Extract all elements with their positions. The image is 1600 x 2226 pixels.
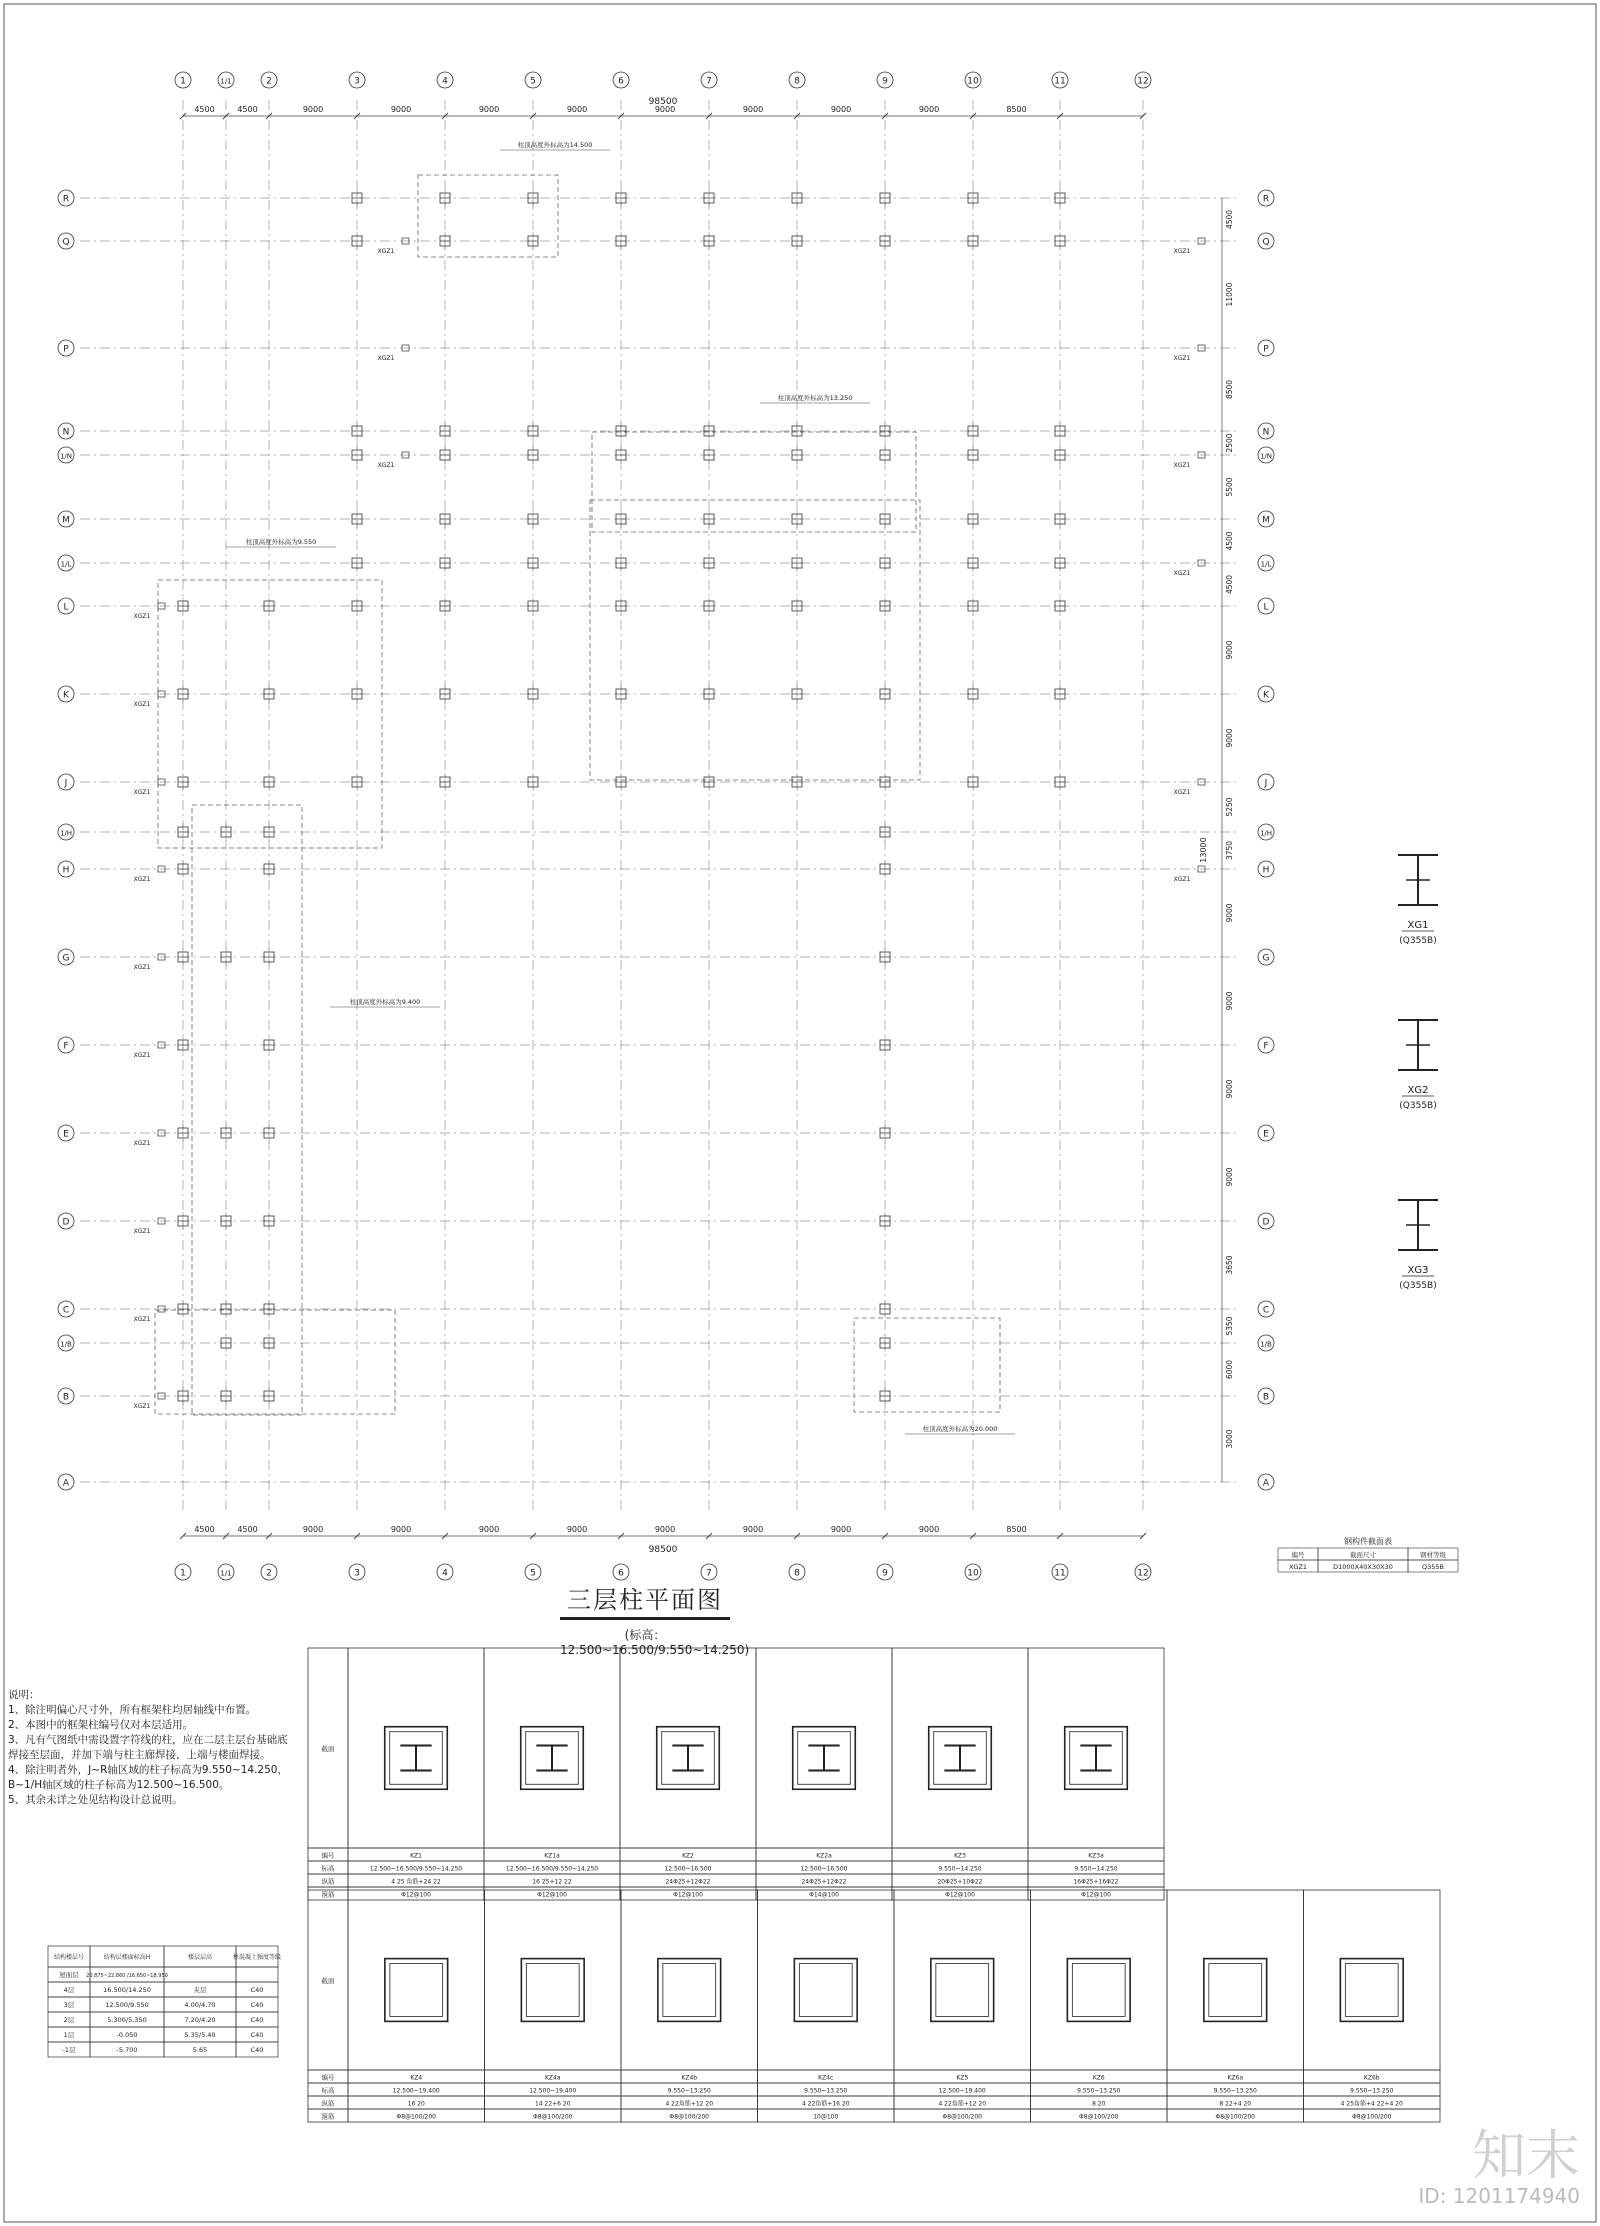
dimension-text: 9000 — [742, 1525, 764, 1534]
plan-title-block — [560, 1580, 750, 1657]
floor-table-value: 5.65 — [192, 2046, 208, 2054]
axis-label: N — [1262, 427, 1270, 438]
schedule-top-value: 24Φ25+12Φ22 — [665, 1878, 711, 1886]
schedule-top-row-label: 截面 — [321, 1745, 335, 1753]
floor-table-value: -0.050 — [116, 2031, 138, 2039]
xgz1-label: XGZ1 — [133, 1316, 151, 1323]
callout-text: 柱顶高度外标高为9.400 — [349, 998, 421, 1006]
axis-label: 6 — [618, 76, 624, 87]
floor-table-value: C40 — [250, 2031, 264, 2039]
schedule-bottom-cell — [1167, 1890, 1304, 2070]
floor-table-value: 7.20/4.20 — [184, 2016, 216, 2024]
floor-table-value: 夹层 — [193, 1986, 207, 1994]
dimension-text: 9000 — [1225, 640, 1234, 660]
schedule-bottom-value: KZ4c — [818, 2074, 834, 2082]
dimension-text: 9000 — [830, 105, 852, 114]
dimension-text: 5350 — [1225, 1316, 1234, 1336]
floor-table-value: C40 — [250, 2001, 264, 2009]
axis-label: 4 — [442, 76, 448, 87]
floor-table-cell — [236, 1967, 278, 1982]
xgz1-label: XGZ1 — [133, 789, 151, 796]
schedule-bottom-value: 4 22角筋+16 20 — [801, 2100, 850, 2108]
axis-label: H — [62, 865, 70, 876]
xgz1-label: XGZ1 — [377, 355, 395, 362]
dimension-text: 8500 — [1225, 379, 1234, 400]
dimension-text: 9000 — [654, 105, 676, 114]
dimension-text: 4500 — [194, 1525, 215, 1534]
section-stirrup — [799, 1964, 852, 2017]
floor-table-cell — [164, 1967, 236, 1982]
dashed-region — [592, 432, 916, 532]
schedule-bottom-value: 9.550~13.250 — [1213, 2087, 1257, 2095]
dimension-text: 9000 — [1225, 728, 1234, 748]
schedule-top-value: 24Φ25+12Φ22 — [801, 1878, 847, 1886]
detail-material: (Q355B) — [1399, 1281, 1437, 1291]
dimension-text: 4500 — [1225, 531, 1234, 551]
xgz1-label: XGZ1 — [133, 964, 151, 971]
schedule-top-value: 9.550~14.250 — [938, 1865, 982, 1873]
watermark-logo: 知末 — [1472, 2124, 1580, 2187]
detail-name: XG3 — [1407, 1265, 1429, 1276]
dimension-text: 4500 — [237, 1525, 258, 1534]
notes-line: 3、凡有气图纸中需设置字符线的柱，应在二层主层台基础底 — [8, 1734, 288, 1746]
axis-label: N — [62, 427, 70, 438]
dimension-text: 9000 — [918, 1525, 940, 1534]
axis-label: 1/B — [60, 1340, 72, 1349]
axis-label: C — [1262, 1305, 1270, 1316]
axis-label: 10 — [967, 76, 979, 87]
xgz1-label: XGZ1 — [133, 1140, 151, 1147]
axis-label: Q — [1262, 237, 1270, 248]
dimension-text: 8500 — [1006, 105, 1027, 114]
schedule-top-value: KZ1a — [544, 1852, 560, 1860]
axis-label: A — [1262, 1478, 1270, 1489]
axis-label: 2 — [266, 76, 272, 87]
schedule-top-value: KZ2a — [816, 1852, 832, 1860]
axis-label: M — [62, 515, 70, 526]
section-stirrup — [1072, 1964, 1125, 2017]
schedule-top-value: Φ14@100 — [809, 1891, 839, 1899]
xgz1-label: XGZ1 — [377, 462, 395, 469]
detail-name: XG1 — [1407, 920, 1429, 931]
schedule-top-row-label: 标高 — [321, 1864, 335, 1873]
section-outline — [658, 1959, 721, 2022]
dimension-text: 9000 — [1225, 1079, 1234, 1099]
dashed-region — [854, 1318, 1000, 1412]
schedule-bottom-value: Φ8@100/200 — [669, 2113, 709, 2121]
schedule-top-value: KZ3 — [954, 1852, 966, 1860]
axis-label: D — [1262, 1217, 1270, 1228]
axis-label: J — [64, 778, 68, 789]
axis-label: 10 — [967, 1568, 979, 1579]
schedule-bottom-value: KZ5 — [956, 2074, 969, 2082]
axis-label: 5 — [530, 76, 536, 87]
dimension-text: 4500 — [237, 105, 258, 114]
floor-table-header: 结构层楼面标高H — [103, 1954, 151, 1961]
dimension-text: 5500 — [1225, 477, 1234, 497]
watermark — [1418, 2124, 1580, 2208]
general-notes — [8, 1688, 308, 1808]
dimension-text: 3000 — [1225, 1429, 1234, 1449]
schedule-bottom-value: Φ8@100/200 — [533, 2113, 573, 2121]
axis-label: F — [63, 1041, 69, 1052]
dashed-region — [158, 580, 382, 848]
section-outline — [1340, 1959, 1403, 2022]
axis-label: 12 — [1137, 76, 1149, 87]
dashed-region — [418, 175, 558, 257]
dimension-text: 2500 — [1225, 433, 1234, 453]
dimension-text: 3750 — [1225, 840, 1234, 861]
axis-label: B — [62, 1392, 70, 1403]
overall-dimension: 13000 — [1199, 837, 1208, 863]
floor-table-value: 20.875~22.860 /16.650~18.950 — [86, 1973, 168, 1979]
dimension-text: 9000 — [1225, 1167, 1234, 1187]
dimension-text: 9000 — [918, 105, 940, 114]
axis-label: 11 — [1054, 1568, 1066, 1579]
dimension-text: 9000 — [302, 1525, 324, 1534]
schedule-bottom-row-label: 标高 — [321, 2086, 335, 2095]
schedule-bottom-value: 8 22+4 20 — [1219, 2100, 1252, 2108]
callout-text: 柱顶高度外标高为20.000 — [922, 1425, 998, 1433]
floor-table-value: -1层 — [62, 2046, 76, 2054]
dashed-region — [590, 500, 920, 780]
schedule-bottom-value: 8 20 — [1092, 2100, 1106, 2108]
notes-line: 4、除注明者外，J~R轴区域的柱子标高为9.550~14.250， — [8, 1764, 288, 1776]
notes-line: B~1/H轴区域的柱子标高为12.500~16.500。 — [8, 1779, 230, 1791]
plan-subtitle: (标高：12.500~16.500/9.550~14.250) — [560, 1628, 750, 1657]
dimension-text: 9000 — [1225, 991, 1234, 1011]
axis-label: 12 — [1137, 1568, 1149, 1579]
section-outline — [1067, 1959, 1130, 2022]
xgz1-label: XGZ1 — [133, 1403, 151, 1410]
floor-table-value: 12.500/9.550 — [105, 2001, 149, 2009]
detail-material: (Q355B) — [1399, 936, 1437, 946]
schedule-bottom-value: 9.550~13.250 — [804, 2087, 848, 2095]
steel-table-value: D1000X40X30X30 — [1333, 1563, 1393, 1571]
axis-label: 9 — [882, 76, 888, 87]
axis-label: R — [1262, 194, 1270, 205]
floor-table-value: C40 — [250, 1986, 264, 1994]
xgz1-label: XGZ1 — [1173, 876, 1191, 883]
dimension-text: 5250 — [1225, 797, 1234, 817]
axis-label: K — [63, 690, 69, 701]
axis-label: 1/L — [1260, 560, 1272, 569]
axis-label: P — [63, 344, 69, 355]
axis-label: 3 — [354, 76, 360, 87]
axis-label: H — [1262, 865, 1270, 876]
schedule-bottom-value: 4 22角筋+12 20 — [665, 2100, 714, 2108]
dimension-text: 11000 — [1225, 282, 1234, 307]
schedule-bottom-cell — [1031, 1890, 1168, 2070]
floor-table-value: 4.00/4.70 — [184, 2001, 216, 2009]
axis-label: 1/N — [1259, 452, 1273, 461]
schedule-bottom-cell — [621, 1890, 758, 2070]
schedule-top-value: Φ12@100 — [401, 1891, 431, 1899]
floor-table-value: C40 — [250, 2016, 264, 2024]
xgz1-label: XGZ1 — [133, 1228, 151, 1235]
axis-label: R — [62, 194, 70, 205]
floor-table-value: -5.700 — [116, 2046, 138, 2054]
dimension-text: 9000 — [478, 1525, 500, 1534]
dimension-text: 9000 — [566, 105, 588, 114]
notes-line: 1、除注明偏心尺寸外，所有框架柱均居轴线中布置。 — [8, 1704, 257, 1716]
callout-text: 柱顶高度外标高为14.500 — [517, 141, 593, 149]
axis-label: 1/1 — [220, 77, 232, 86]
schedule-top-value: Φ12@100 — [1081, 1891, 1111, 1899]
schedule-bottom-row-label: 箍筋 — [321, 2112, 335, 2121]
xgz1-label: XGZ1 — [1173, 248, 1191, 255]
schedule-bottom-value: Φ8@100/200 — [1215, 2113, 1255, 2121]
floor-table-value: C40 — [250, 2046, 264, 2054]
schedule-bottom-row-label: 编号 — [321, 2073, 335, 2082]
axis-label: 5 — [530, 1568, 536, 1579]
schedule-top-value: KZ3a — [1088, 1852, 1104, 1860]
callout-text: 柱顶高度外标高为13.250 — [777, 394, 853, 402]
axis-label: C — [62, 1305, 70, 1316]
schedule-bottom-value: 12.500~19.400 — [392, 2087, 440, 2095]
schedule-top-value: 12.500~16.500 — [800, 1865, 848, 1873]
xgz1-label: XGZ1 — [1173, 462, 1191, 469]
notes-line: 焊接至层面，并加下端与柱主廊焊接，上端与楼面焊接。 — [8, 1749, 271, 1761]
axis-label: 7 — [706, 1568, 712, 1579]
section-stirrup — [663, 1964, 716, 2017]
schedule-bottom-value: 9.550~13.250 — [667, 2087, 711, 2095]
axis-label: 1/L — [60, 560, 72, 569]
section-stirrup — [936, 1964, 989, 2017]
floor-table-header: 楼层层高 — [187, 1954, 213, 1961]
dimension-text: 8500 — [1006, 1525, 1027, 1534]
floor-table-value: 屋面层 — [59, 1971, 79, 1979]
xgz1-label: XGZ1 — [1173, 355, 1191, 362]
dimension-text: 9000 — [302, 105, 324, 114]
schedule-top-value: Φ12@100 — [945, 1891, 975, 1899]
notes-line: 2、本图中的框架柱编号仅对本层适用。 — [8, 1719, 194, 1731]
xgz1-label: XGZ1 — [133, 701, 151, 708]
floor-table-value: 3层 — [63, 2001, 75, 2009]
axis-label: F — [1263, 1041, 1269, 1052]
schedule-top-value: 16Φ25+16Φ22 — [1073, 1878, 1119, 1886]
schedule-bottom-value: 14 22+6 20 — [534, 2100, 571, 2108]
steel-table-header: 编号 — [1291, 1551, 1305, 1559]
overall-dimension: 98500 — [648, 97, 678, 107]
xgz1-label: XGZ1 — [133, 1052, 151, 1059]
floor-table-value: 4层 — [63, 1986, 75, 1994]
dimension-text: 6000 — [1225, 1359, 1234, 1380]
dimension-text: 9000 — [390, 105, 412, 114]
schedule-top-value: 16 25+12 22 — [532, 1878, 572, 1886]
dimension-text: 9000 — [654, 1525, 676, 1534]
schedule-top-value: Φ12@100 — [537, 1891, 567, 1899]
axis-label: J — [1264, 778, 1268, 789]
section-outline — [931, 1959, 994, 2022]
floor-table-value: 16.500/14.250 — [103, 1986, 151, 1994]
floor-table-header: 柱混凝土强度等级 — [232, 1954, 282, 1961]
dashed-region — [192, 805, 302, 1415]
schedule-top-value: 12.500~16.500/9.550~14.250 — [505, 1865, 599, 1873]
section-outline — [1204, 1959, 1267, 2022]
schedule-bottom-cell — [485, 1890, 622, 2070]
schedule-bottom-value: Φ8@100/200 — [942, 2113, 982, 2121]
dimension-text: 9000 — [390, 1525, 412, 1534]
schedule-top-value: 12.500~16.500 — [664, 1865, 712, 1873]
axis-label: 7 — [706, 76, 712, 87]
axis-label: 8 — [794, 1568, 800, 1579]
axis-label: 1 — [180, 76, 186, 87]
schedule-bottom-value: 12.500~19.400 — [938, 2087, 986, 2095]
axis-label: 9 — [882, 1568, 888, 1579]
axis-label: 1/H — [1259, 829, 1273, 838]
schedule-bottom-value: KZ6a — [1227, 2074, 1244, 2082]
notes-line: 5、其余未详之处见结构设计总说明。 — [8, 1794, 183, 1806]
schedule-bottom-value: KZ6b — [1363, 2074, 1380, 2082]
axis-label: 1 — [180, 1568, 186, 1579]
axis-label: L — [63, 602, 69, 613]
steel-table-header: 钢材等级 — [1420, 1551, 1446, 1559]
schedule-bottom-value: 4 25角筋+4 22+4 20 — [1340, 2100, 1403, 2108]
schedule-top-row-label: 编号 — [321, 1851, 335, 1860]
axis-label: 3 — [354, 1568, 360, 1579]
schedule-bottom-value: 9.550~13.250 — [1350, 2087, 1394, 2095]
axis-label: M — [1262, 515, 1270, 526]
schedule-bottom-value: KZ4 — [410, 2074, 423, 2082]
schedule-bottom-value: 12.500~19.400 — [529, 2087, 577, 2095]
floor-table-value: 1层 — [63, 2031, 75, 2039]
steel-table-value: XGZ1 — [1288, 1563, 1308, 1571]
xgz1-label: XGZ1 — [1173, 789, 1191, 796]
sheet-border — [4, 4, 1596, 2222]
dimension-text: 4500 — [194, 105, 215, 114]
steel-table-title: 钢构件截面表 — [1344, 1537, 1392, 1546]
xgz1-label: XGZ1 — [133, 876, 151, 883]
schedule-bottom-value: 4 22角筋+12 20 — [938, 2100, 987, 2108]
schedule-bottom-row-label: 截面 — [321, 1977, 335, 1985]
xgz1-label: XGZ1 — [133, 613, 151, 620]
overall-dimension: 98500 — [648, 1545, 678, 1555]
floor-table-value: 5.300/5.350 — [107, 2016, 147, 2024]
axis-label: D — [62, 1217, 70, 1228]
axis-label: 11 — [1054, 76, 1066, 87]
schedule-top-value: 12.500~16.500/9.550~14.250 — [369, 1865, 463, 1873]
detail-material: (Q355B) — [1399, 1101, 1437, 1111]
schedule-top-value: 4 25 角筋+24 22 — [391, 1878, 441, 1886]
axis-label: G — [1262, 953, 1270, 964]
schedule-bottom-row-label: 纵筋 — [321, 2099, 335, 2108]
axis-label: 2 — [266, 1568, 272, 1579]
axis-label: B — [1262, 1392, 1270, 1403]
axis-label: 1/N — [59, 452, 73, 461]
floor-table-header: 结构楼层号 — [53, 1954, 85, 1961]
xgz1-label: XGZ1 — [1173, 570, 1191, 577]
schedule-top-value: KZ2 — [682, 1852, 694, 1860]
schedule-bottom-cell — [348, 1890, 485, 2070]
schedule-bottom-cell — [758, 1890, 895, 2070]
section-outline — [521, 1959, 584, 2022]
floor-table-value: 2层 — [63, 2016, 75, 2024]
schedule-bottom-value: KZ4b — [681, 2074, 698, 2082]
schedule-bottom-value: 10@100 — [813, 2113, 839, 2121]
xgz1-label: XGZ1 — [377, 248, 395, 255]
dimension-text: 9000 — [478, 105, 500, 114]
detail-name: XG2 — [1407, 1085, 1429, 1096]
schedule-bottom-value: Φ8@100/200 — [1079, 2113, 1119, 2121]
steel-table-value: Q355B — [1422, 1563, 1444, 1571]
dimension-text: 4500 — [1225, 209, 1234, 230]
axis-label: E — [63, 1129, 69, 1140]
dimension-text: 9000 — [566, 1525, 588, 1534]
schedule-bottom-value: Φ8@100/200 — [1352, 2113, 1392, 2121]
axis-label: 8 — [794, 76, 800, 87]
schedule-top-value: Φ12@100 — [673, 1891, 703, 1899]
schedule-bottom-value: 9.550~13.250 — [1077, 2087, 1121, 2095]
dimension-text: 9000 — [1225, 903, 1234, 923]
schedule-bottom-value: 16 20 — [407, 2100, 425, 2108]
steel-table-header: 截面尺寸 — [1350, 1551, 1376, 1559]
axis-label: 6 — [618, 1568, 624, 1579]
axis-label: Q — [62, 237, 70, 248]
axis-label: 1/1 — [220, 1569, 232, 1578]
schedule-bottom-value: Φ8@100/200 — [396, 2113, 436, 2121]
schedule-top-row-label: 箍筋 — [321, 1890, 335, 1899]
dimension-text: 9000 — [742, 105, 764, 114]
schedule-top-value: 9.550~14.250 — [1074, 1865, 1118, 1873]
section-outline — [794, 1959, 857, 2022]
axis-label: E — [1263, 1129, 1269, 1140]
section-stirrup — [1209, 1964, 1262, 2017]
schedule-bottom-value: KZ6 — [1092, 2074, 1105, 2082]
axis-label: 1/H — [59, 829, 73, 838]
plan-title: 三层柱平面图 — [560, 1580, 730, 1620]
schedule-top-value: KZ1 — [410, 1852, 422, 1860]
schedule-top-value: 20Φ25+10Φ22 — [937, 1878, 983, 1886]
axis-label: L — [1263, 602, 1269, 613]
schedule-top-row-label: 纵筋 — [321, 1877, 335, 1886]
dashed-region — [155, 1310, 395, 1414]
dimension-text: 9000 — [830, 1525, 852, 1534]
watermark-id: ID: 1201174940 — [1418, 2184, 1580, 2208]
floor-table-value: 5.35/5.40 — [184, 2031, 216, 2039]
section-stirrup — [526, 1964, 579, 2017]
axis-label: 4 — [442, 1568, 448, 1579]
dimension-text: 4500 — [1225, 574, 1234, 595]
callout-text: 柱顶高度外标高为9.550 — [245, 538, 317, 546]
section-outline — [385, 1959, 448, 2022]
axis-label: G — [62, 953, 70, 964]
schedule-bottom-value: KZ4a — [544, 2074, 561, 2082]
axis-label: P — [1263, 344, 1269, 355]
section-stirrup — [1345, 1964, 1398, 2017]
axis-label: K — [1263, 690, 1269, 701]
section-stirrup — [390, 1964, 443, 2017]
schedule-bottom-cell — [1304, 1890, 1441, 2070]
axis-label: 1/B — [1260, 1340, 1272, 1349]
notes-title: 说明： — [8, 1689, 40, 1701]
axis-label: A — [62, 1478, 70, 1489]
schedule-bottom-cell — [894, 1890, 1031, 2070]
dimension-text: 3650 — [1225, 1255, 1234, 1275]
